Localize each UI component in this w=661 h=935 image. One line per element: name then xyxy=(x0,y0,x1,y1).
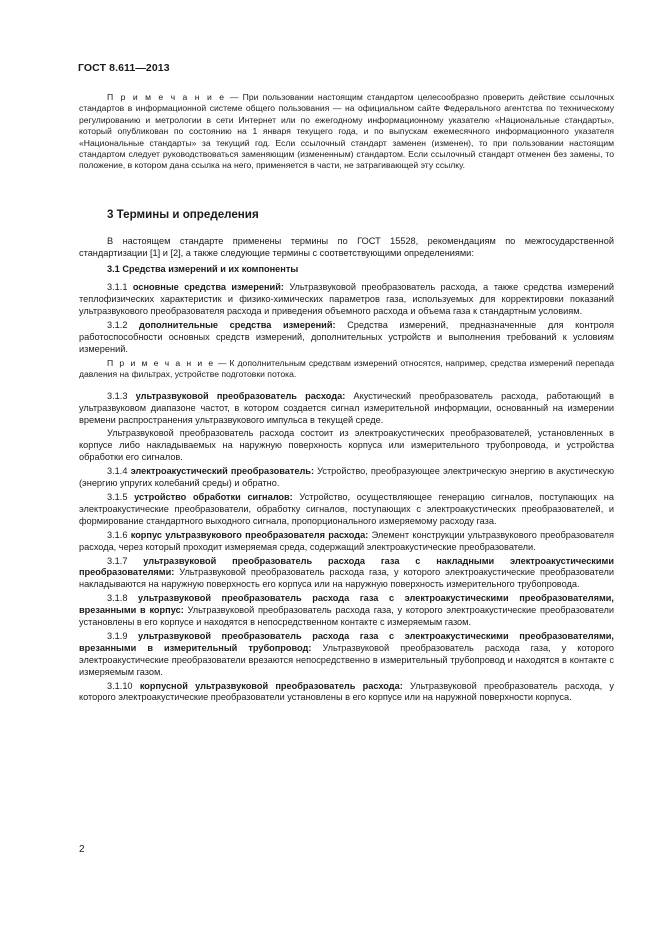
note-text: — К дополнительным средствам измерений относятся, например, средства измерений перепада давления на фильтрах, устройстве подготовки потока. xyxy=(79,357,614,380)
term-3-1-6 xyxy=(79,530,614,554)
term-name: корпус ультразвукового преобразователя расхода: xyxy=(130,529,369,540)
term-name: ультразвуковой преобразователь расхода газа с накладными электроакустическими преобразователями: xyxy=(79,555,614,578)
subsection-heading: 3.1 Средства измерений и их компоненты xyxy=(107,263,299,274)
term-name: устройство обработки сигналов: xyxy=(134,491,293,502)
note-additional-instruments xyxy=(79,358,614,381)
term-definition: Ультразвуковой преобразователь расхода газа, у которого электроакустические преобразователи врезаются непосредственно в измерительный трубопровод и находятся в контакте с измеряемым газом. xyxy=(79,642,614,677)
document-header: ГОСТ 8.611—2013 xyxy=(78,62,170,74)
term-3-1-2 xyxy=(79,320,614,356)
note-references xyxy=(79,92,614,172)
section-heading: 3 Термины и определения xyxy=(107,207,259,221)
term-definition: Ультразвуковой преобразователь расхода, у которого электроакустические преобразователи установлены в его корпусе или на наружной поверхности корпуса. xyxy=(79,680,614,703)
term-number: 3.1.6 xyxy=(107,529,131,540)
term-3-1-1 xyxy=(79,282,614,318)
term-definition: Устройство, преобразующее электрическую энергию в акустическую (энергию упругих колебаний среды) и обратно. xyxy=(79,466,614,489)
document-body xyxy=(79,92,614,706)
term-number: 3.1.4 xyxy=(107,466,131,477)
term-name: ультразвуковой преобразователь расхода газа с электроакустическими преобразователями, врезанными в корпус: xyxy=(79,593,614,616)
term-3-1-10 xyxy=(79,681,614,705)
term-definition: Средства измерений, предназначенные для контроля работоспособности основных средств измерений, дополнительных устройств и выполнения требований к условиям измерений. xyxy=(79,320,615,354)
term-definition: Устройство, осуществляющее генерацию сигналов, поступающих на электроакустические преобразователи, обработку сигналов, поступающих с электроакустических преобразователей, и формирование стандартного выходного сигнала, пропорционального измеряемому расходу газа. xyxy=(79,491,614,526)
note-text: — При пользовании настоящим стандартом целесообразно проверить действие ссылочных стандартов в информационной системе общего пользования — на официальном сайте Федерального агентства по техническому регулированию и метрологии в сети Интернет или по ежегодному информационному указателю «Национальные стандарты», который опубликован по состоянию на 1 января текущего года, и по выпускам ежемесячного информационного указателя «Национальные стандарты» за текущий год. Если ссылочный стандарт заменен (изменен), то при пользовании настоящим стандартом следует руководствоваться заменяющим (измененным) стандартом. Если ссылочный стандарт отменен без замены, то положение, в котором дана ссылка на него, применяется в части, не затрагивающей эту ссылку. xyxy=(79,92,615,171)
note-label: П р и м е ч а н и е xyxy=(107,357,215,368)
page-number: 2 xyxy=(79,844,85,855)
term-name: дополнительные средства измерений: xyxy=(139,320,336,331)
term-3-1-5 xyxy=(79,492,614,528)
term-name: основные средства измерений: xyxy=(132,282,284,293)
term-3-1-4 xyxy=(79,466,614,490)
spacer xyxy=(79,383,614,391)
note-label: П р и м е ч а н и е xyxy=(107,92,226,102)
term-number: 3.1.9 xyxy=(107,630,139,641)
term-3-1-8 xyxy=(79,593,614,629)
term-name: ультразвуковой преобразователь расхода: xyxy=(135,390,346,401)
term-name: электроакустический преобразователь: xyxy=(130,466,315,477)
term-name: ультразвуковой преобразователь расхода газа с электроакустическими преобразователями, врезанными в измерительный трубопровод: xyxy=(79,630,614,653)
term-definition: Ультразвуковой преобразователь расхода газа, у которого электроакустические преобразователи установлены в его корпусе и находятся в непосредственном контакте с измеряемым газом. xyxy=(79,605,614,628)
term-number: 3.1.3 xyxy=(107,390,136,401)
term-3-1-3-extra: Ультразвуковой преобразователь расхода состоит из электроакустических преобразователей, установленных в корпусе либо накладываемых на наружную поверхность корпуса или измерительного трубопровода, и устройства обработки его сигналов. xyxy=(79,428,614,463)
term-number: 3.1.2 xyxy=(107,320,140,331)
term-number: 3.1.7 xyxy=(107,555,144,566)
term-definition: Ультразвуковой преобразователь расхода, а также средства измерений теплофизических характеристик и физико-химических параметров газа, используемых для корректировки показаний ультразвукового преобразователя расхода и приведения объемного расхода и объема газа к стандартным условиям. xyxy=(79,282,615,317)
term-definition: Акустический преобразователь расхода, работающий в ультразвуковом диапазоне частот, в котором создается сигнал измерительной информации, основанный на измерении времени распространения ультразвукового импульса в текущей среде. xyxy=(79,390,614,425)
term-definition: Элемент конструкции ультразвукового преобразователя расхода, через который проходит измеряемая среда, содержащий электроакустические преобразователи. xyxy=(79,529,614,552)
term-number: 3.1.10 xyxy=(107,680,140,691)
section-intro: В настоящем стандарте применены термины по ГОСТ 15528, рекомендациям по межгосударственной стандартизации [1] и [2], а также следующие термины с соответствующими определениями: xyxy=(79,235,614,258)
term-number: 3.1.8 xyxy=(107,593,139,604)
term-number: 3.1.1 xyxy=(107,282,133,293)
term-3-1-3 xyxy=(79,391,614,427)
term-number: 3.1.5 xyxy=(107,491,135,502)
term-3-1-7 xyxy=(79,556,614,592)
term-name: корпусной ультразвуковой преобразователь расхода: xyxy=(139,680,403,691)
term-definition: Ультразвуковой преобразователь расхода газа, у которого электроакустические преобразователи накладываются на наружную поверхность его корпуса или на наружную поверхность измерительного трубопровода. xyxy=(79,567,614,590)
term-3-1-9 xyxy=(79,631,614,679)
